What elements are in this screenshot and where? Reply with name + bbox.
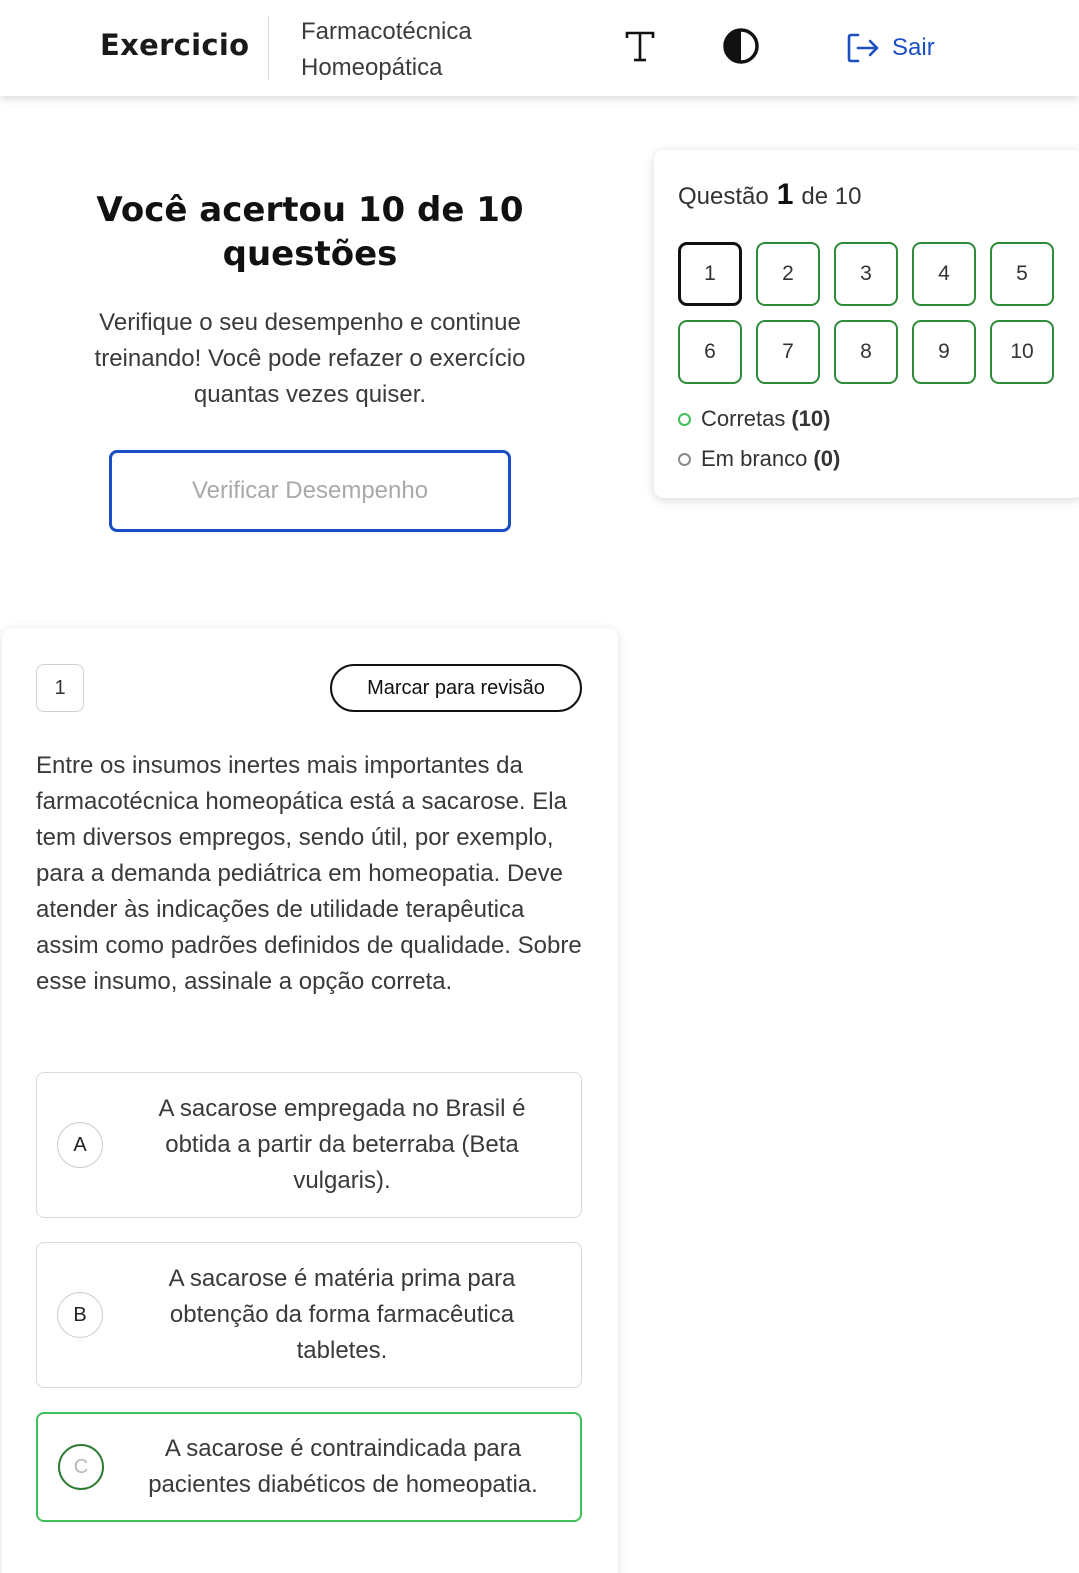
option-a-letter: A (57, 1122, 103, 1168)
option-c-text: A sacarose é contraindicada para pacientes diabéticos de homeopatia. (148, 1435, 538, 1498)
logout-button[interactable] (846, 30, 935, 66)
legend-correct (678, 406, 830, 432)
question-button-4[interactable]: 4 (912, 242, 976, 306)
logout-label: Sair (892, 34, 935, 61)
blank-dot-icon (678, 453, 691, 466)
top-header (0, 0, 1079, 96)
subject-line-2: Homeopática (301, 54, 443, 81)
question-button-6[interactable]: 6 (678, 320, 742, 384)
question-button-7[interactable]: 7 (756, 320, 820, 384)
subject-title (301, 14, 541, 86)
question-button-5[interactable]: 5 (990, 242, 1054, 306)
question-button-9[interactable]: 9 (912, 320, 976, 384)
result-description: Verifique o seu desempenho e continue treinando! Você pode refazer o exercício quantas vezes quiser. (94, 309, 526, 408)
question-card (2, 628, 618, 1573)
logout-icon (846, 32, 880, 64)
app-title: Exercicio (100, 28, 250, 62)
navigator-current: 1 (776, 178, 794, 211)
mark-for-review-button[interactable]: Marcar para revisão (330, 664, 582, 712)
legend-blank-label: Em branco (701, 446, 808, 471)
legend-blank-count: (0) (813, 446, 841, 471)
option-c[interactable] (36, 1412, 582, 1522)
question-button-3[interactable]: 3 (834, 242, 898, 306)
option-b[interactable] (36, 1242, 582, 1388)
contrast-icon[interactable] (720, 25, 762, 67)
option-b-text: A sacarose é matéria prima para obtenção da forma farmacêutica tabletes. (168, 1265, 516, 1364)
result-title: Você acertou 10 de 10 questões (96, 190, 524, 274)
navigator-title (678, 178, 861, 212)
question-grid (678, 242, 1054, 384)
option-b-letter: B (57, 1292, 103, 1338)
header-divider (268, 16, 269, 80)
navigator-prefix: Questão (678, 183, 769, 210)
text-size-icon[interactable] (620, 27, 660, 67)
question-statement: Entre os insumos inertes mais importantes da farmacotécnica homeopática está a sacarose. Ela tem diversos empregos, sendo útil, por exemplo, para a demanda pediátrica em homeopatia. Deve atender às indicações de utilidade terapêutica assim como padrões definidos de qualidade. Sobre esse insumo, assinale a opção correta. (36, 752, 582, 995)
legend-correct-count: (10) (791, 406, 831, 431)
question-navigator (654, 150, 1079, 498)
question-button-1[interactable]: 1 (678, 242, 742, 306)
subject-line-1: Farmacotécnica (301, 18, 472, 45)
option-a[interactable] (36, 1072, 582, 1218)
verify-performance-button[interactable]: Verificar Desempenho (109, 450, 511, 532)
legend-correct-label: Corretas (701, 406, 786, 431)
question-button-2[interactable]: 2 (756, 242, 820, 306)
question-button-10[interactable]: 10 (990, 320, 1054, 384)
question-number: 1 (36, 664, 84, 712)
navigator-suffix: de 10 (801, 183, 862, 210)
option-a-text: A sacarose empregada no Brasil é obtida a partir da beterraba (Beta vulgaris). (158, 1095, 526, 1194)
option-c-letter: C (58, 1444, 104, 1490)
question-button-8[interactable]: 8 (834, 320, 898, 384)
legend-blank (678, 446, 840, 472)
correct-dot-icon (678, 413, 691, 426)
